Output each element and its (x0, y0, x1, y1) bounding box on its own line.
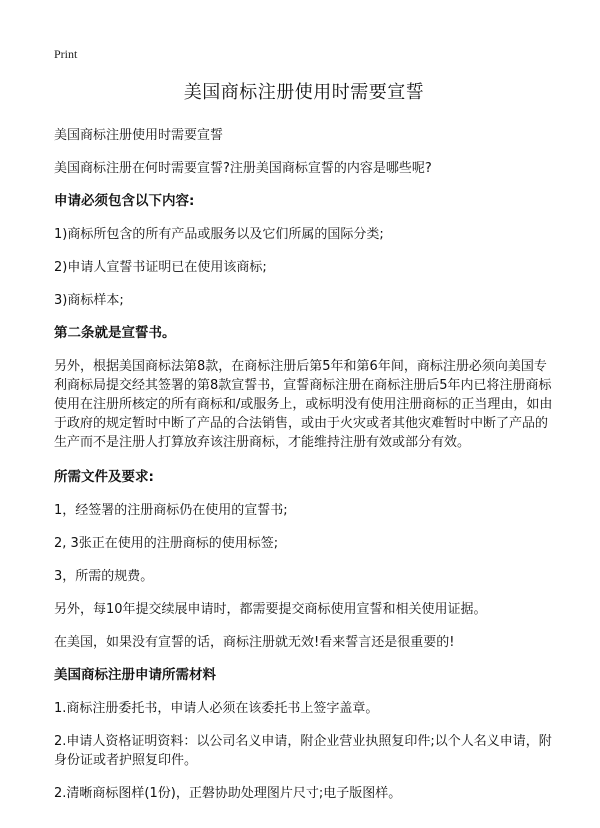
list-item: 2.申请人资格证明资料：以公司名义申请，附企业营业执照复印件;以个人名义申请，附身份证或者护照复印件。 (54, 734, 552, 768)
print-label: Print (54, 47, 78, 61)
list-item: 2)申请人宣誓书证明已在使用该商标; (54, 260, 267, 275)
page-title: 美国商标注册使用时需要宣誓 (183, 82, 425, 103)
list-item: 1.商标注册委托书，申请人必须在该委托书上签字盖章。 (54, 701, 379, 716)
intro-question: 美国商标注册在何时需要宣誓?注册美国商标宣誓的内容是哪些呢? (54, 161, 432, 176)
note-paragraph: 另外，每10年提交续展申请时，都需要提交商标使用宣誓和相关使用证据。 (54, 602, 487, 617)
section-heading-documents: 所需文件及要求: (54, 469, 154, 485)
list-item: 3，所需的规费。 (54, 569, 154, 584)
section-heading-affidavit: 第二条就是宣誓书。 (54, 325, 176, 341)
document-body (54, 78, 554, 817)
section-heading-materials: 美国商标注册申请所需材料 (54, 667, 216, 683)
list-item: 2, 3张正在使用的注册商标的使用标签; (54, 536, 279, 551)
list-item: 2.清晰商标图样(1份)，正磐协助处理图片尺寸;电子版图样。 (54, 786, 402, 801)
list-item: 3)商标样本; (54, 293, 124, 308)
affidavit-paragraph: 另外，根据美国商标法第8款，在商标注册后第5年和第6年间，商标注册必须向美国专利商标局提交经其签署的第8款宣誓书，宣誓商标注册在商标注册后5年内已将注册商标使用在注册所核定的所有商标和/或服务上，或标明没有使用注册商标的正当理由，如由于政府的规定暂时中断了产品的合法销售，或由于火灾或者其他灾难暂时中断了产品的生产而不是注册人打算放弃该注册商标，才能维持注册有效或部分有效。 (54, 359, 553, 450)
note-paragraph: 在美国，如果没有宣誓的话，商标注册就无效!看来誓言还是很重要的! (54, 635, 455, 650)
section-heading-requirements: 申请必须包含以下内容: (54, 193, 195, 209)
list-item: 1，经签署的注册商标仍在使用的宣誓书; (54, 503, 288, 518)
list-item: 1)商标所包含的所有产品或服务以及它们所属的国际分类; (54, 227, 384, 242)
intro-paragraph: 美国商标注册使用时需要宣誓 (54, 128, 224, 143)
